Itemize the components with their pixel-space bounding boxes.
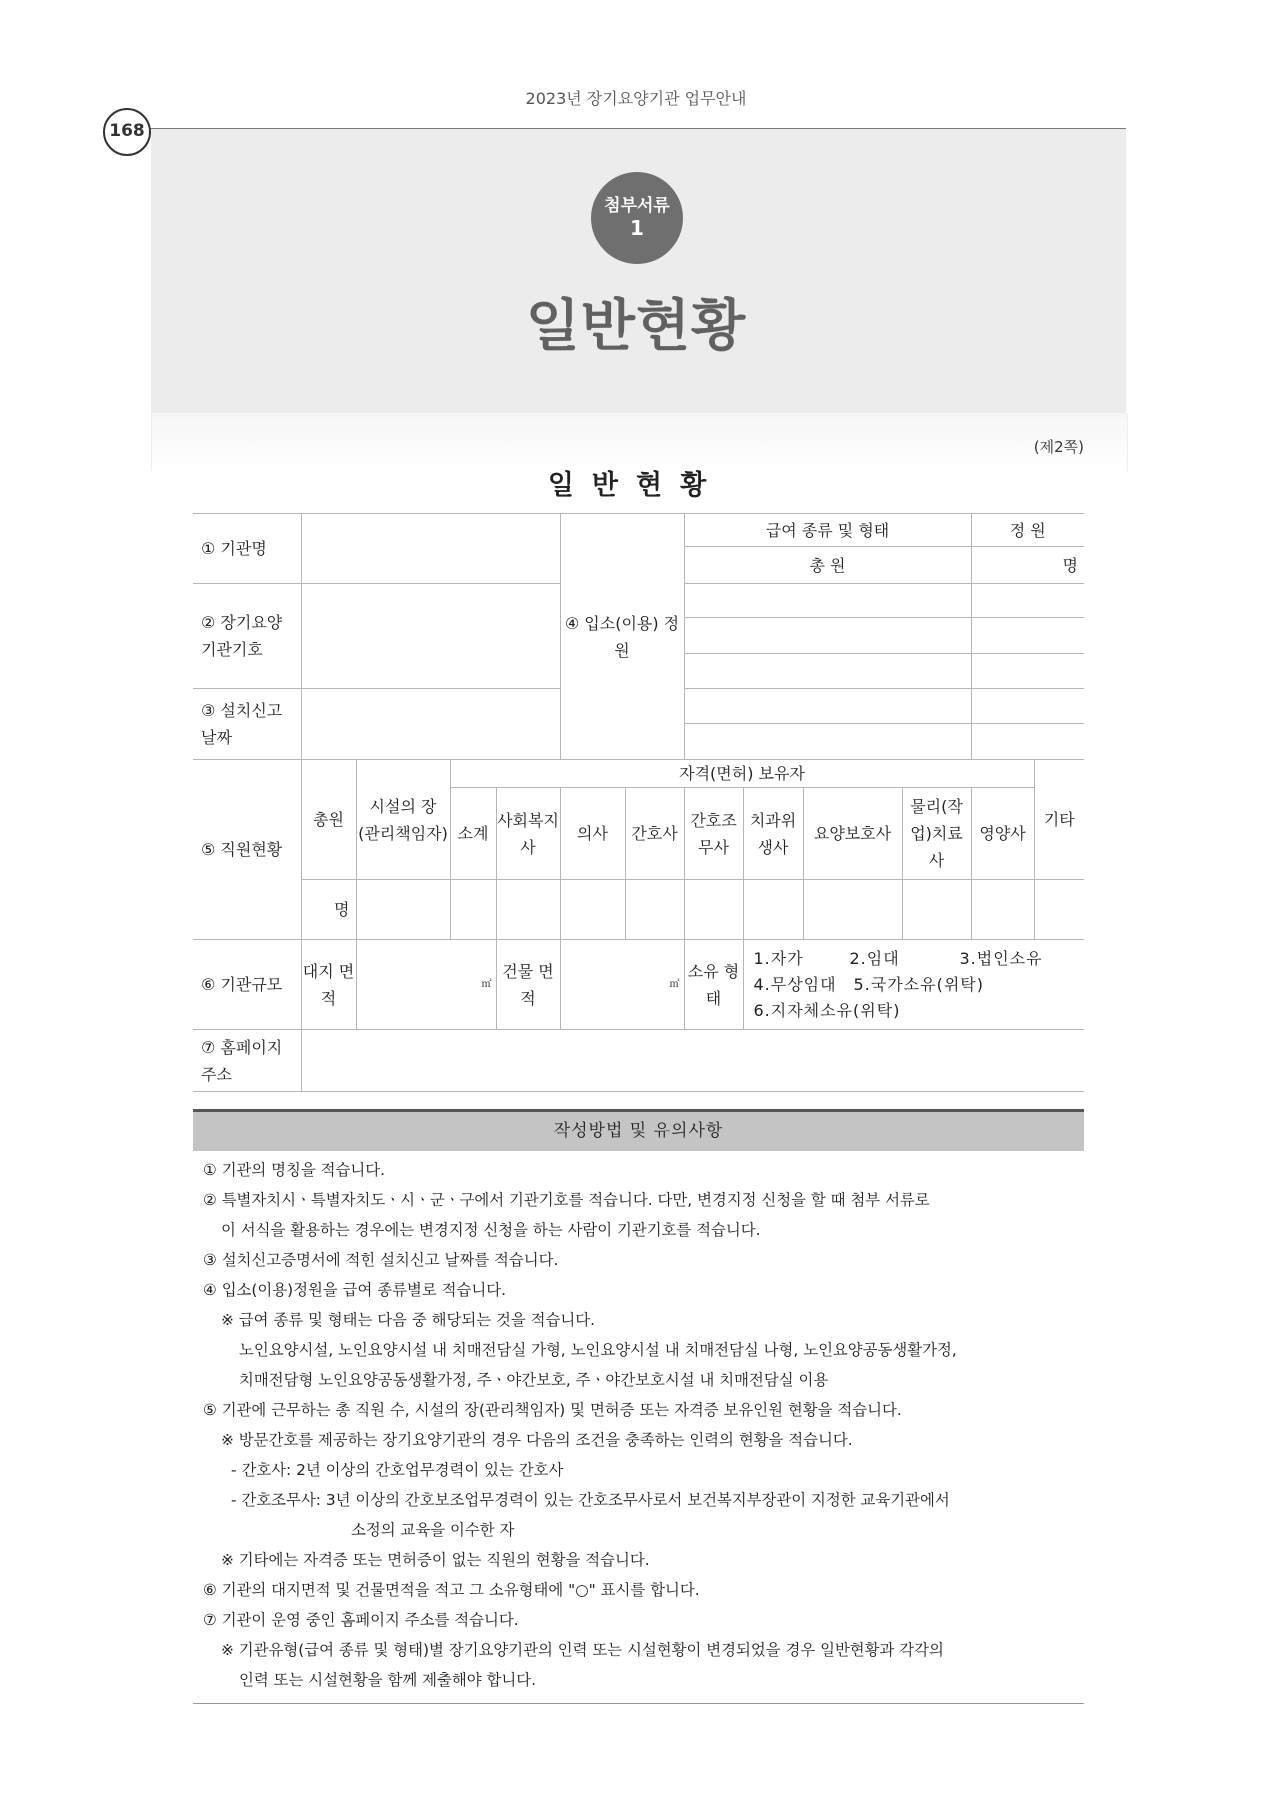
col-nurse-aide: 간호조무사: [684, 788, 743, 880]
col-capacity: 정 원: [971, 514, 1084, 547]
field-dental-hygienist[interactable]: [743, 880, 803, 940]
form-title: 일반현황: [547, 470, 725, 501]
field-type-4[interactable]: [684, 689, 971, 724]
label-ownership: 소유 형태: [684, 940, 743, 1030]
col-nurse: 간호사: [625, 788, 684, 880]
row-total-label: 총 원: [684, 547, 971, 584]
ownership-option[interactable]: 6.지자체소유(위탁): [753, 1000, 901, 1020]
label-registration-date: ③ 설치신고날짜: [193, 689, 301, 760]
note-line: 노인요양시설, 노인요양시설 내 치매전담실 가형, 노인요양시설 내 치매전담실 나형, 노인요양공동생활가정,: [239, 1341, 957, 1359]
note-line: ※ 급여 종류 및 형태는 다음 중 해당되는 것을 적습니다.: [221, 1311, 596, 1329]
field-nutritionist[interactable]: [971, 880, 1034, 940]
note-line: 소정의 교육을 이수한 자: [351, 1521, 515, 1539]
instructions-header: 작성방법 및 유의사항: [193, 1112, 1084, 1151]
col-other: 기타: [1034, 760, 1084, 880]
note-line: 인력 또는 시설현황을 함께 제출해야 합니다.: [239, 1671, 536, 1689]
field-building-area[interactable]: ㎡: [560, 940, 684, 1030]
page-side-label: (제2쪽): [1033, 438, 1084, 456]
running-header: 2023년 장기요양기관 업무안내: [525, 89, 747, 108]
label-land-area: 대지 면적: [301, 940, 356, 1030]
field-facility-head[interactable]: [356, 880, 450, 940]
col-social-worker: 사회복지사: [496, 788, 560, 880]
col-benefit-type: 급여 종류 및 형태: [684, 514, 971, 547]
instructions-body: [193, 1151, 1084, 1703]
general-status-form: [193, 513, 1084, 1092]
instructions-box: [193, 1109, 1084, 1704]
col-qualified-holders: 자격(면허) 보유자: [450, 760, 1034, 788]
col-doctor: 의사: [560, 788, 625, 880]
field-registration-date[interactable]: [301, 689, 560, 760]
label-homepage: ⑦ 홈페이지주소: [193, 1030, 301, 1092]
field-type-3[interactable]: [684, 654, 971, 689]
field-capacity-5[interactable]: [971, 724, 1084, 760]
note-line: ⑦ 기관이 운영 중인 홈페이지 주소를 적습니다.: [203, 1611, 519, 1629]
field-therapist[interactable]: [902, 880, 971, 940]
note-line: ① 기관의 명칭을 적습니다.: [203, 1161, 386, 1179]
label-institution-scale: ⑥ 기관규모: [193, 940, 301, 1030]
field-type-2[interactable]: [684, 618, 971, 654]
ownership-option[interactable]: 5.국가소유(위탁): [853, 974, 984, 994]
note-line: ② 특별자치시ㆍ특별자치도ㆍ시ㆍ군ㆍ구에서 기관기호를 적습니다. 다만, 변경지정 신청을 할 때 첨부 서류로: [203, 1191, 930, 1209]
note-line: ③ 설치신고증명서에 적힌 설치신고 날짜를 적습니다.: [203, 1251, 559, 1269]
ownership-options: [743, 940, 1084, 1030]
col-subtotal: 소계: [450, 788, 496, 880]
banner-title: 일반현황: [525, 294, 747, 359]
col-facility-head: 시설의 장 (관리책임자): [356, 760, 450, 880]
col-dental-hygienist: 치과위생사: [743, 788, 803, 880]
ownership-option[interactable]: 4.무상임대: [753, 974, 837, 994]
note-line: - 간호사: 2년 이상의 간호업무경력이 있는 간호사: [231, 1461, 564, 1479]
field-caregiver[interactable]: [803, 880, 902, 940]
field-capacity-3[interactable]: [971, 654, 1084, 689]
ownership-option[interactable]: 1.자가: [753, 948, 804, 968]
ownership-option[interactable]: 3.법인소유: [959, 948, 1043, 968]
col-staff-total: 총원: [301, 760, 356, 880]
note-line: ※ 방문간호를 제공하는 장기요양기관의 경우 다음의 조건을 충족하는 인력의 현황을 적습니다.: [221, 1431, 853, 1449]
label-capacity: ④ 입소(이용) 정원: [560, 514, 684, 760]
field-capacity-1[interactable]: [971, 584, 1084, 618]
field-social-worker[interactable]: [496, 880, 560, 940]
field-land-area[interactable]: ㎡: [356, 940, 496, 1030]
field-other[interactable]: [1034, 880, 1084, 940]
note-line: 이 서식을 활용하는 경우에는 변경지정 신청을 하는 사람이 기관기호를 적습니다.: [221, 1221, 761, 1239]
col-caregiver: 요양보호사: [803, 788, 902, 880]
badge-label: 첨부서류: [604, 196, 670, 216]
col-nutritionist: 영양사: [971, 788, 1034, 880]
col-therapist: 물리(작업)치료사: [902, 788, 971, 880]
label-building-area: 건물 면적: [496, 940, 560, 1030]
field-type-5[interactable]: [684, 724, 971, 760]
field-subtotal[interactable]: [450, 880, 496, 940]
label-staff-status: ⑤ 직원현황: [193, 760, 301, 940]
field-capacity-4[interactable]: [971, 689, 1084, 724]
field-institution-code[interactable]: [301, 584, 560, 689]
note-line: ※ 기타에는 자격증 또는 면허증이 없는 직원의 현황을 적습니다.: [221, 1551, 650, 1569]
attachment-badge: [591, 172, 683, 264]
field-total-capacity[interactable]: 명: [971, 547, 1084, 584]
field-doctor[interactable]: [560, 880, 625, 940]
field-nurse-aide[interactable]: [684, 880, 743, 940]
field-capacity-2[interactable]: [971, 618, 1084, 654]
field-homepage[interactable]: [301, 1030, 1084, 1092]
note-line: ※ 기관유형(급여 종류 및 형태)별 장기요양기관의 인력 또는 시설현황이 변경되었을 경우 일반현황과 각각의: [221, 1641, 944, 1659]
label-institution-code: ② 장기요양기관기호: [193, 584, 301, 689]
field-staff-total[interactable]: 명: [301, 880, 356, 940]
note-line: ⑥ 기관의 대지면적 및 건물면적을 적고 그 소유형태에 "○" 표시를 합니다.: [203, 1581, 700, 1599]
page-number: 168: [103, 108, 151, 156]
note-line: ④ 입소(이용)정원을 급여 종류별로 적습니다.: [203, 1281, 507, 1299]
field-nurse[interactable]: [625, 880, 684, 940]
note-line: - 간호조무사: 3년 이상의 간호보조업무경력이 있는 간호조무사로서 보건복지부장관이 지정한 교육기관에서: [231, 1491, 950, 1509]
note-line: ⑤ 기관에 근무하는 총 직원 수, 시설의 장(관리책임자) 및 면허증 또는 자격증 보유인원 현황을 적습니다.: [203, 1401, 902, 1419]
ownership-option[interactable]: 2.임대: [849, 948, 900, 968]
field-institution-name[interactable]: [301, 514, 560, 584]
label-institution-name: ① 기관명: [193, 514, 301, 584]
badge-number: 1: [630, 216, 644, 240]
note-line: 치매전담형 노인요양공동생활가정, 주ㆍ야간보호, 주ㆍ야간보호시설 내 치매전담실 이용: [239, 1371, 829, 1389]
field-type-1[interactable]: [684, 584, 971, 618]
